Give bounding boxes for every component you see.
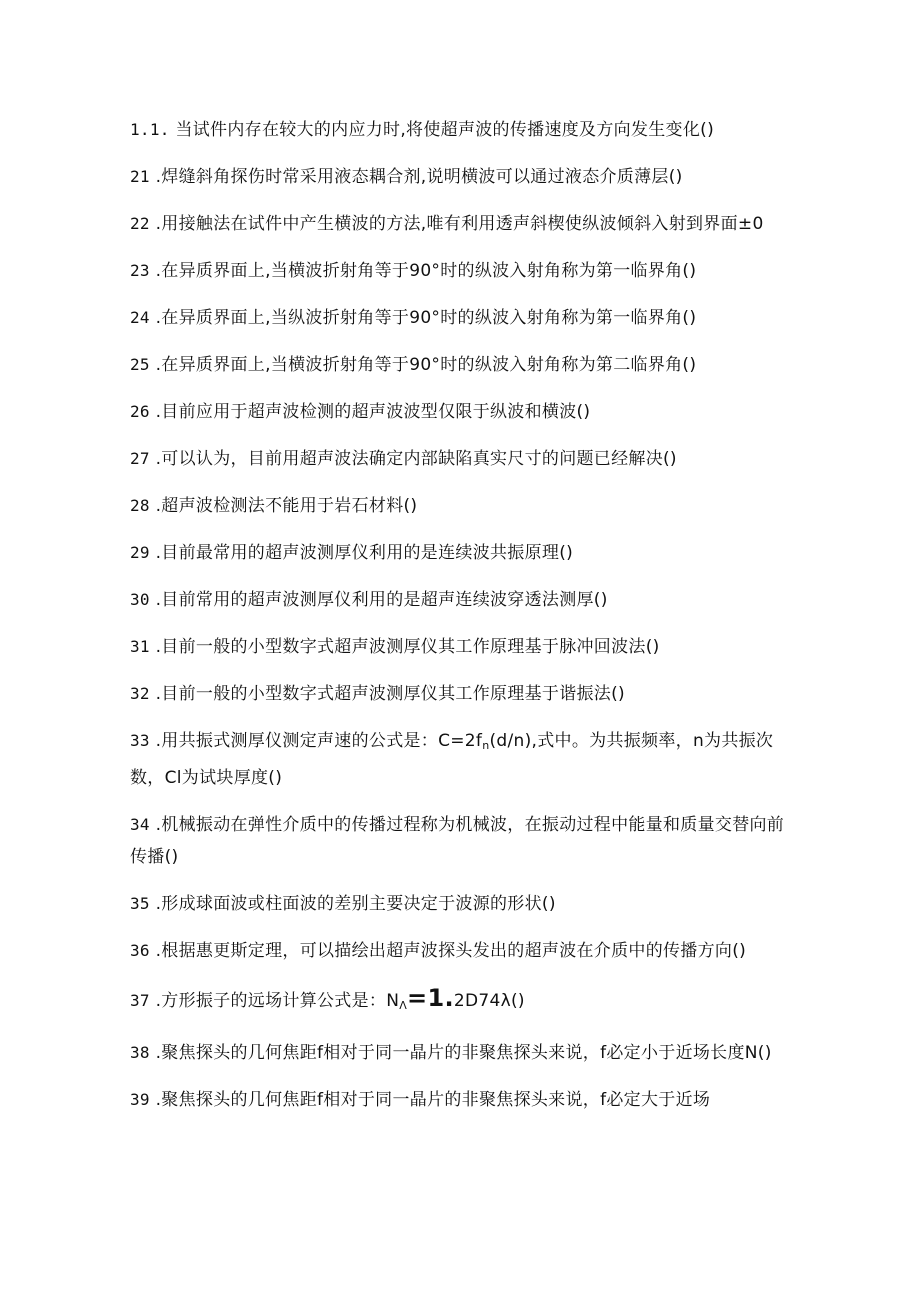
question-number: 37 <box>130 991 150 1010</box>
question-text: .超声波检测法不能用于岩石材料() <box>155 496 418 516</box>
question-number: 1.1. <box>130 120 170 139</box>
question-item <box>130 114 790 146</box>
question-number: 31 <box>130 637 150 656</box>
question-text: .机械振动在弹性介质中的传播过程称为机械波，在振动过程中能量和质量交替向前传播() <box>130 815 785 867</box>
question-text: .在异质界面上,当横波折射角等于90°时的纵波入射角称为第一临界角() <box>155 261 697 281</box>
question-number: 30 <box>130 590 150 609</box>
question-number: 22 <box>130 214 150 233</box>
question-text-continued: 2D74λ() <box>453 991 525 1011</box>
question-item <box>130 537 790 569</box>
question-item <box>130 584 790 616</box>
question-text: .聚焦探头的几何焦距f相对于同一晶片的非聚焦探头来说，f必定小于近场长度N() <box>155 1043 772 1063</box>
question-item <box>130 1037 790 1069</box>
question-text: .聚焦探头的几何焦距f相对于同一晶片的非聚焦探头来说，f必定大于近场 <box>155 1090 711 1110</box>
question-item <box>130 302 790 334</box>
question-item <box>130 1084 790 1116</box>
question-text: .可以认为，目前用超声波法确定内部缺陷真实尺寸的问题已经解决() <box>155 449 677 469</box>
question-text: .方形振子的远场计算公式是：N <box>155 991 400 1011</box>
question-number: 35 <box>130 894 150 913</box>
question-text: .形成球面波或柱面波的差别主要决定于波源的形状() <box>155 894 556 914</box>
question-number: 39 <box>130 1090 150 1109</box>
question-item <box>130 678 790 710</box>
question-item <box>130 631 790 663</box>
question-text: .焊缝斜角探伤时常采用液态耦合剂,说明横波可以通过液态介质薄层() <box>155 167 683 187</box>
question-item <box>130 982 790 1022</box>
question-item <box>130 809 790 873</box>
question-number: 25 <box>130 355 150 374</box>
question-text: .目前应用于超声波检测的超声波波型仅限于纵波和横波() <box>155 402 591 422</box>
question-item <box>130 349 790 381</box>
question-number: 28 <box>130 496 150 515</box>
question-text: .目前常用的超声波测厚仪利用的是超声连续波穿透法测厚() <box>155 590 608 610</box>
question-number: 26 <box>130 402 150 421</box>
question-item <box>130 255 790 287</box>
question-item <box>130 725 790 794</box>
question-text: .根据惠更斯定理，可以描绘出超声波探头发出的超声波在介质中的传播方向() <box>155 941 747 961</box>
formula-subscript: Λ <box>399 999 408 1012</box>
question-text: .在异质界面上,当横波折射角等于90°时的纵波入射角称为第二临界角() <box>155 355 697 375</box>
question-number: 27 <box>130 449 150 468</box>
question-number: 33 <box>130 731 150 750</box>
question-item <box>130 161 790 193</box>
question-text: .在异质界面上,当纵波折射角等于90°时的纵波入射角称为第一临界角() <box>155 308 697 328</box>
question-number: 21 <box>130 167 150 186</box>
question-number: 32 <box>130 684 150 703</box>
question-text: .目前最常用的超声波测厚仪利用的是连续波共振原理() <box>155 543 574 563</box>
question-text: .用接触法在试件中产生横波的方法,唯有利用透声斜楔使纵波倾斜入射到界面±0 <box>155 214 764 234</box>
question-text: .目前一般的小型数字式超声波测厚仪其工作原理基于谐振法() <box>155 684 625 704</box>
question-item <box>130 208 790 240</box>
question-item <box>130 396 790 428</box>
question-text-continued: (d/n),式中。为共振频率，n为共振次数，Cl为试块厚度() <box>130 731 774 788</box>
question-number: 23 <box>130 261 150 280</box>
question-item <box>130 490 790 522</box>
question-number: 34 <box>130 815 150 834</box>
question-number: 29 <box>130 543 150 562</box>
question-number: 38 <box>130 1043 150 1062</box>
question-text: .目前一般的小型数字式超声波测厚仪其工作原理基于脉冲回波法() <box>155 637 660 657</box>
formula-subscript: n <box>482 739 490 752</box>
question-text: 当试件内存在较大的内应力时,将使超声波的传播速度及方向发生变化() <box>175 120 715 140</box>
question-item <box>130 443 790 475</box>
question-text: .用共振式测厚仪测定声速的公式是：C=2f <box>155 731 483 751</box>
question-item <box>130 888 790 920</box>
formula-equals: =1. <box>407 984 454 1012</box>
question-number: 24 <box>130 308 150 327</box>
question-item <box>130 935 790 967</box>
question-number: 36 <box>130 941 150 960</box>
question-list <box>130 114 790 1131</box>
